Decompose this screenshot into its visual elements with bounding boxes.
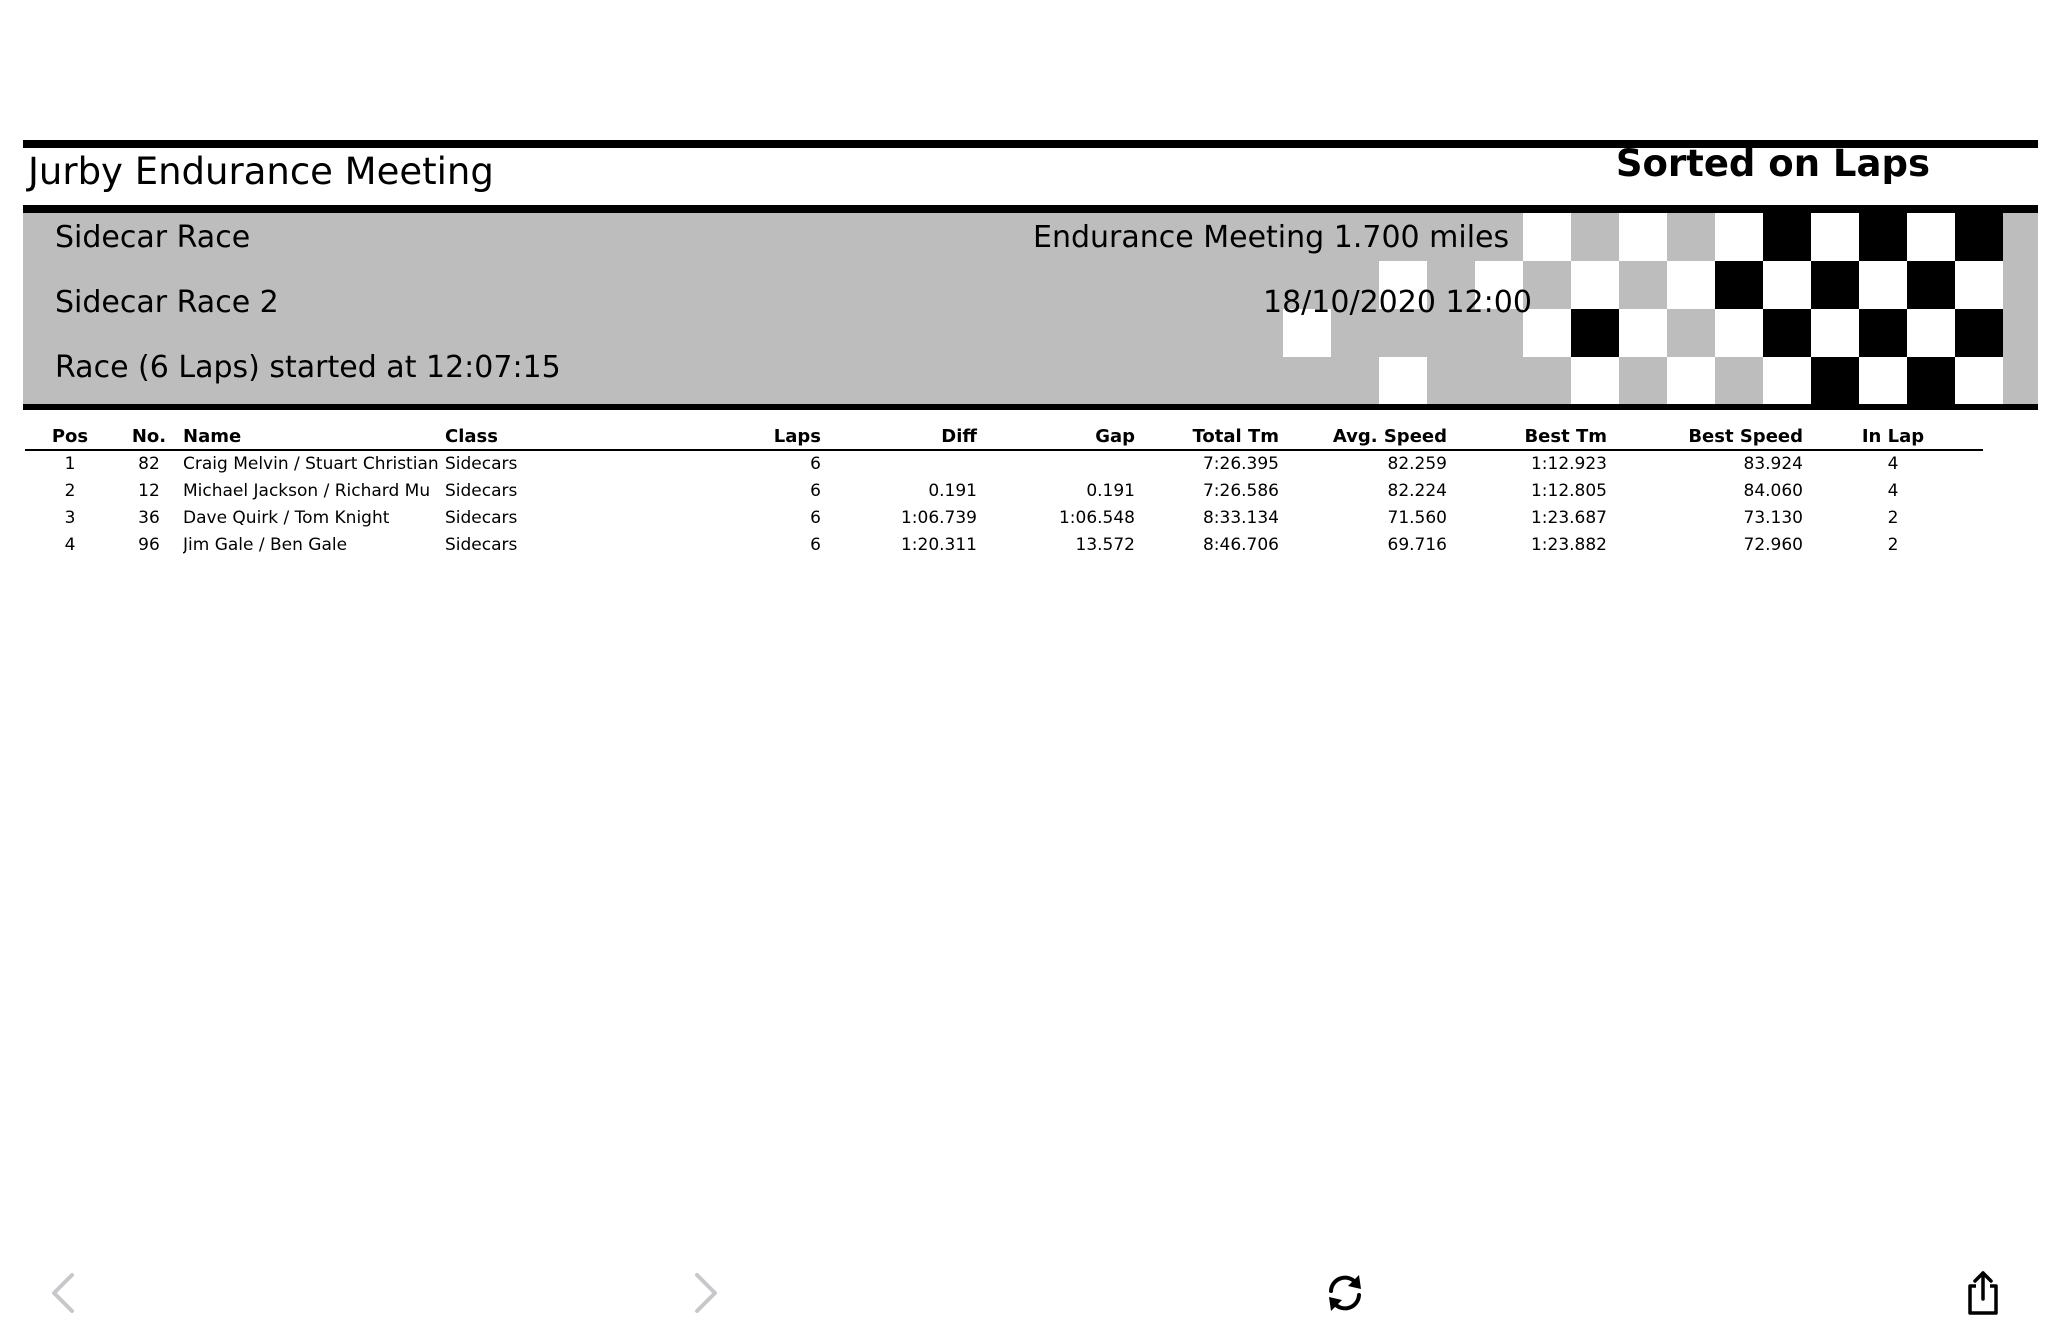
- column-header-name: Name: [183, 424, 445, 450]
- results-table: [25, 424, 1983, 558]
- cell-pos: 1: [64, 454, 76, 474]
- checker-square: [1811, 309, 1859, 357]
- column-header-pos: Pos: [25, 424, 115, 450]
- cell-in-lap: 4: [1887, 454, 1899, 474]
- checker-square: [1667, 357, 1715, 404]
- cell-laps: 6: [810, 534, 821, 555]
- meeting-title: Jurby Endurance Meeting: [28, 150, 494, 193]
- cell-gap: [977, 450, 1135, 477]
- circuit-info: Endurance Meeting 1.700 miles: [1033, 220, 1510, 255]
- cell-in-lap: 2: [1887, 507, 1899, 528]
- cell-best-speed: 84.060: [1743, 480, 1803, 501]
- cell-laps: 6: [810, 507, 821, 528]
- cell-no: 12: [138, 480, 160, 501]
- cell-best-time: 1:23.882: [1530, 534, 1607, 555]
- cell-diff: 1:06.739: [900, 507, 977, 528]
- race-subtitle: Sidecar Race 2: [55, 285, 279, 320]
- cell-best-time: 1:12.805: [1530, 480, 1607, 501]
- cell-gap: 13.572: [1075, 534, 1135, 555]
- cell-gap: 0.191: [1086, 480, 1135, 501]
- cell-avg-speed: 82.224: [1387, 480, 1447, 501]
- cell-pos: 4: [64, 534, 76, 555]
- checker-square: [1763, 261, 1811, 309]
- cell-diff: [821, 450, 977, 477]
- cell-name: Craig Melvin / Stuart Christian: [183, 454, 439, 474]
- cell-no: 96: [138, 534, 160, 555]
- banner-rule: [23, 404, 2038, 410]
- table-row: [25, 477, 1983, 504]
- checker-square: [1715, 261, 1763, 309]
- cell-total-time: 7:26.586: [1202, 480, 1279, 501]
- cell-best-time: 1:12.923: [1530, 454, 1607, 474]
- checker-square: [1571, 213, 1619, 261]
- checker-square: [1955, 261, 2003, 309]
- cell-no: 82: [138, 454, 160, 474]
- race-datetime: 18/10/2020 12:00: [1263, 285, 1532, 320]
- column-header-avg-speed: Avg. Speed: [1279, 424, 1447, 450]
- bottom-toolbar: [0, 1250, 2048, 1330]
- checker-square: [1859, 261, 1907, 309]
- column-header-class: Class: [445, 424, 665, 450]
- cell-class: Sidecars: [445, 454, 518, 474]
- cell-avg-speed: 69.716: [1387, 534, 1447, 555]
- refresh-icon: [1323, 1271, 1367, 1315]
- chevron-left-icon: [48, 1271, 78, 1315]
- checker-square: [1955, 213, 2003, 261]
- column-header-diff: Diff: [821, 424, 977, 450]
- checker-square: [1619, 213, 1667, 261]
- checker-square: [1811, 261, 1859, 309]
- checker-square: [1715, 357, 1763, 404]
- checker-square: [1763, 357, 1811, 404]
- cell-pos: 3: [64, 507, 76, 528]
- checker-square: [1811, 213, 1859, 261]
- cell-best-speed: 83.924: [1743, 454, 1803, 474]
- column-header-laps: Laps: [665, 424, 821, 450]
- table-row: [25, 504, 1983, 531]
- cell-class: Sidecars: [445, 534, 518, 555]
- forward-button[interactable]: [681, 1268, 731, 1318]
- checker-square: [1955, 309, 2003, 357]
- column-header-best-speed: Best Speed: [1607, 424, 1803, 450]
- checker-square: [1763, 309, 1811, 357]
- checker-square: [1859, 309, 1907, 357]
- cell-name: Michael Jackson / Richard Mu: [183, 480, 431, 501]
- chevron-right-icon: [691, 1271, 721, 1315]
- race-name: Sidecar Race: [55, 220, 251, 255]
- checker-square: [1667, 261, 1715, 309]
- share-button[interactable]: [1958, 1268, 2008, 1318]
- checker-square: [1523, 213, 1571, 261]
- checker-square: [1619, 309, 1667, 357]
- sort-label: Sorted on Laps: [1615, 142, 1930, 185]
- checker-square: [1859, 213, 1907, 261]
- checker-square: [1811, 357, 1859, 404]
- checker-square: [1907, 357, 1955, 404]
- checker-square: [1619, 357, 1667, 404]
- table-header-row: [25, 424, 1983, 450]
- checker-square: [1859, 357, 1907, 404]
- table-row: [25, 531, 1983, 558]
- cell-in-lap: 2: [1887, 534, 1899, 555]
- back-button[interactable]: [38, 1268, 88, 1318]
- column-header-in-lap: In Lap: [1803, 424, 1983, 450]
- checker-square: [1571, 261, 1619, 309]
- cell-name: Jim Gale / Ben Gale: [183, 534, 348, 555]
- cell-gap: 1:06.548: [1058, 507, 1135, 528]
- checker-square: [1571, 309, 1619, 357]
- checker-square: [1571, 357, 1619, 404]
- column-header-total-time: Total Tm: [1135, 424, 1279, 450]
- checker-square: [1667, 309, 1715, 357]
- cell-no: 36: [138, 507, 160, 528]
- cell-total-time: 8:33.134: [1202, 507, 1279, 528]
- checker-square: [1955, 357, 2003, 404]
- cell-name: Dave Quirk / Tom Knight: [183, 507, 390, 528]
- cell-avg-speed: 71.560: [1387, 507, 1447, 528]
- column-header-gap: Gap: [977, 424, 1135, 450]
- checker-square: [1619, 261, 1667, 309]
- race-start-info: Race (6 Laps) started at 12:07:15: [55, 350, 561, 385]
- checker-square: [1907, 261, 1955, 309]
- cell-avg-speed: 82.259: [1387, 454, 1447, 474]
- checker-square: [1715, 309, 1763, 357]
- checker-square: [1715, 213, 1763, 261]
- cell-best-speed: 72.960: [1743, 534, 1803, 555]
- cell-best-speed: 73.130: [1743, 507, 1803, 528]
- cell-in-lap: 4: [1887, 480, 1899, 501]
- cell-class: Sidecars: [445, 480, 518, 501]
- race-banner: [23, 213, 2038, 404]
- column-header-no: No.: [115, 424, 183, 450]
- table-row: [25, 450, 1983, 477]
- cell-total-time: 7:26.395: [1202, 454, 1279, 474]
- refresh-button[interactable]: [1320, 1268, 1370, 1318]
- cell-laps: 6: [810, 480, 821, 501]
- cell-total-time: 8:46.706: [1202, 534, 1279, 555]
- checker-square: [1667, 213, 1715, 261]
- share-icon: [1963, 1269, 2003, 1317]
- cell-diff: 1:20.311: [900, 534, 977, 555]
- cell-diff: 0.191: [928, 480, 977, 501]
- column-header-best-time: Best Tm: [1447, 424, 1607, 450]
- checker-square: [1907, 213, 1955, 261]
- cell-class: Sidecars: [445, 507, 518, 528]
- cell-pos: 2: [64, 480, 76, 501]
- checker-square: [1907, 309, 1955, 357]
- cell-best-time: 1:23.687: [1530, 507, 1607, 528]
- checker-square: [1379, 357, 1427, 404]
- header-rule: [23, 205, 2038, 213]
- cell-laps: 6: [810, 454, 821, 474]
- checker-square: [1763, 213, 1811, 261]
